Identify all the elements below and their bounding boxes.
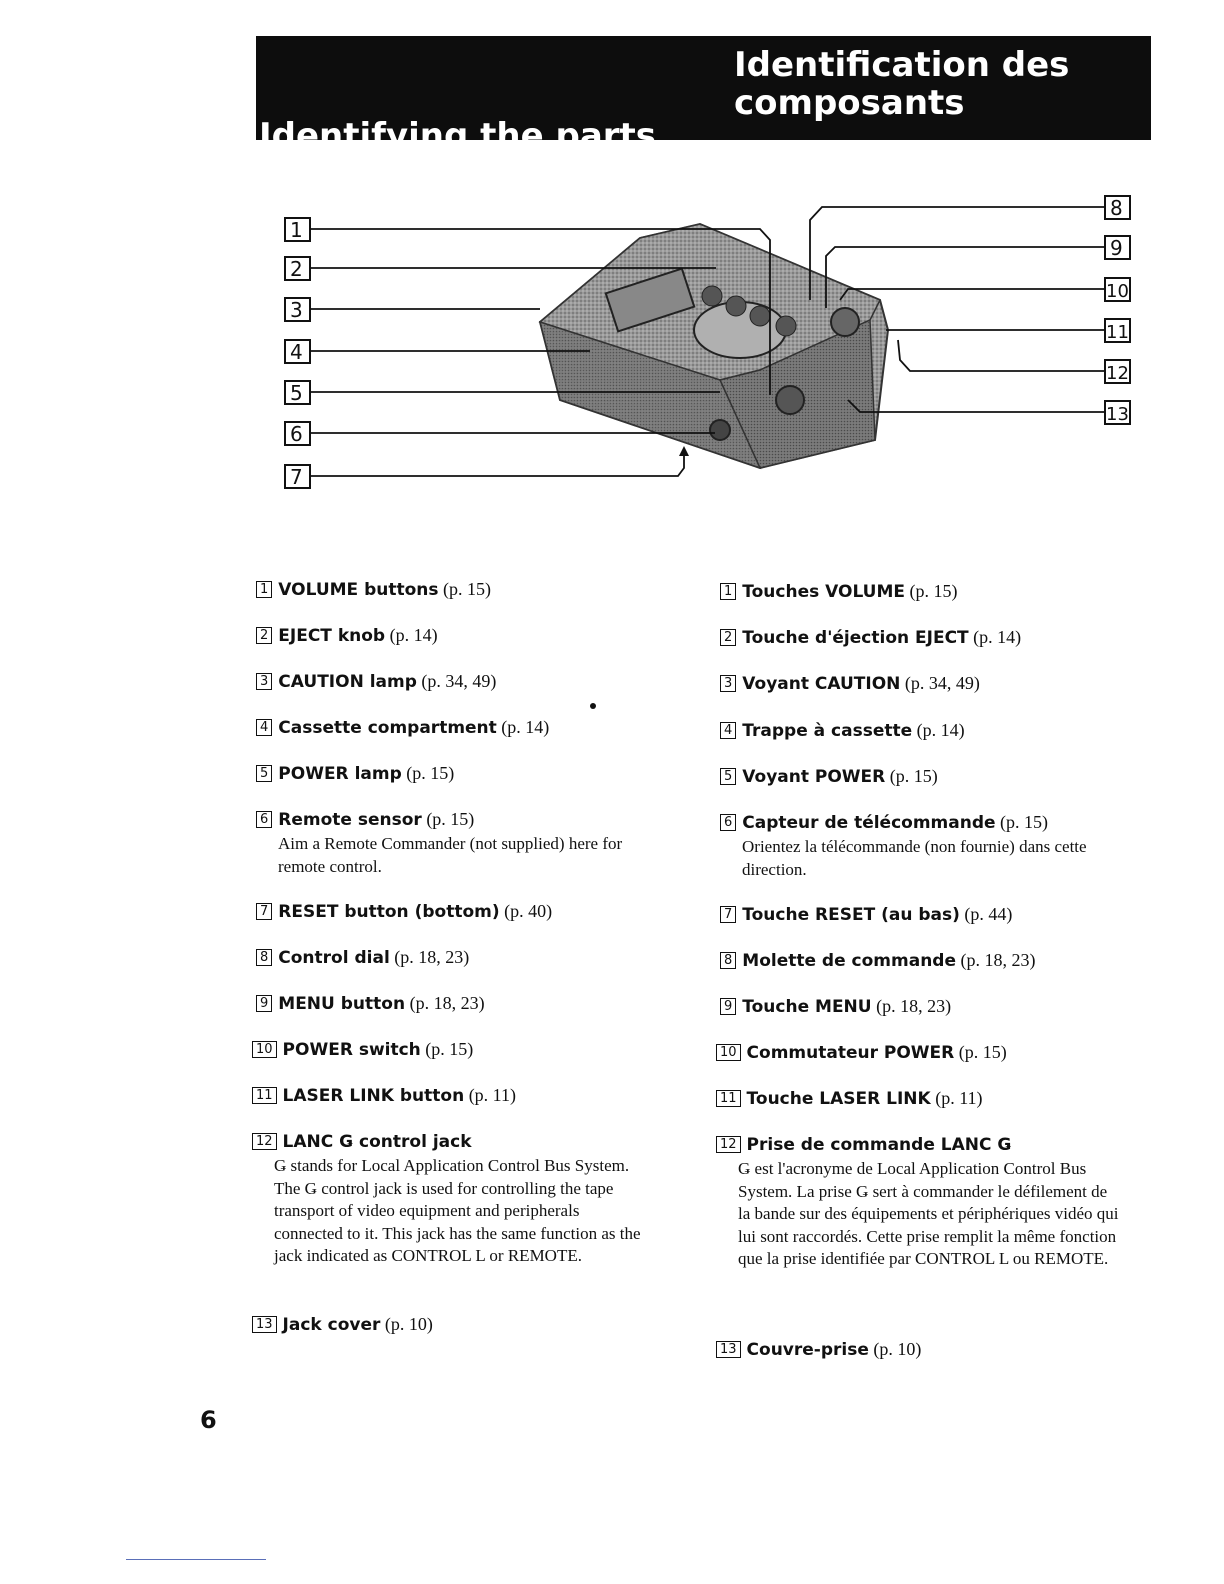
- device-illustration: [540, 224, 888, 468]
- item-page: (p. 15): [425, 1039, 474, 1059]
- item-number: 8: [720, 952, 736, 969]
- fr-item-10: [716, 1041, 1007, 1064]
- item-number: 4: [256, 719, 272, 736]
- item-label: Jack cover: [282, 1315, 381, 1335]
- item-page: (p. 15): [958, 1042, 1007, 1062]
- item-label: POWER lamp: [278, 764, 402, 784]
- callout-12: [898, 340, 1130, 384]
- item-number: 1: [256, 581, 272, 598]
- callout-4-label: 4: [290, 340, 303, 364]
- en-item-3: [256, 670, 496, 693]
- item-description: Aim a Remote Commander (not supplied) here for remote control.: [278, 834, 623, 876]
- item-page: (p. 10): [384, 1314, 433, 1334]
- item-number: 3: [720, 675, 736, 692]
- fr-item-7: [720, 903, 1012, 926]
- item-label: Touche RESET (au bas): [742, 905, 960, 925]
- item-number: 6: [720, 814, 736, 831]
- en-item-2: [256, 624, 438, 647]
- en-item-13: [252, 1313, 433, 1336]
- item-label: Control dial: [278, 948, 390, 968]
- callout-6-label: 6: [290, 422, 303, 446]
- callout-8-label: 8: [1110, 196, 1123, 220]
- item-description: Ǥ est l'acronyme de Local Application Control Bus System. La prise Ǥ sert à commander le défilement de la bande sur des équipements et périphériques vidéo qui lui sont raccordés. Cette prise remplit la même fonction que la prise identifiée par CONTROL L ou REMOTE.: [738, 1159, 1119, 1268]
- item-page: (p. 44): [964, 904, 1013, 924]
- item-description: Orientez la télécommande (non fournie) dans cette direction.: [742, 837, 1087, 879]
- item-number: 9: [720, 998, 736, 1015]
- item-label: Capteur de télécommande: [742, 813, 996, 833]
- item-number: 2: [720, 629, 736, 646]
- item-description: Ǥ stands for Local Application Control Bus System. The Ǥ control jack is used for controlling the tape transport of video equipment and peripherals connected to it. This jack has the same function as the jack indicated as CONTROL L or REMOTE.: [274, 1156, 641, 1265]
- fr-item-6: [720, 811, 1120, 881]
- item-number: 6: [256, 811, 272, 828]
- callout-3-label: 3: [290, 298, 303, 322]
- item-page: (p. 15): [443, 579, 491, 599]
- fr-item-13: [716, 1338, 921, 1361]
- callout-7: [285, 446, 689, 489]
- callout-1-label: 1: [290, 218, 303, 242]
- fr-item-4: [720, 719, 965, 742]
- callout-10-label: 10: [1106, 281, 1129, 302]
- item-label: Trappe à cassette: [742, 721, 913, 741]
- item-number: 8: [256, 949, 272, 966]
- item-label: Touches VOLUME: [742, 582, 906, 602]
- item-page: (p. 34, 49): [904, 673, 980, 693]
- item-label: Cassette compartment: [278, 718, 497, 738]
- callout-2-label: 2: [290, 257, 303, 281]
- en-item-4: [256, 716, 549, 739]
- item-number: 13: [716, 1341, 741, 1358]
- item-page: (p. 18, 23): [409, 993, 485, 1013]
- callout-11: [886, 319, 1130, 343]
- title-french-line1: Identification des: [734, 45, 1070, 85]
- en-item-1: [256, 578, 491, 601]
- item-number: 12: [252, 1133, 277, 1150]
- item-label: Voyant CAUTION: [742, 674, 901, 694]
- en-item-5: [256, 762, 454, 785]
- item-label: Couvre-prise: [746, 1340, 869, 1360]
- footer-rule: [126, 1559, 266, 1560]
- item-page: (p. 14): [501, 717, 550, 737]
- fr-item-9: [720, 995, 951, 1018]
- item-page: (p. 18, 23): [394, 947, 470, 967]
- item-number: 13: [252, 1316, 277, 1333]
- en-item-9: [256, 992, 485, 1015]
- item-page: (p. 18, 23): [960, 950, 1036, 970]
- item-page: (p. 18, 23): [876, 996, 952, 1016]
- item-label: VOLUME buttons: [278, 580, 439, 600]
- item-label: CAUTION lamp: [278, 672, 417, 692]
- fr-item-1: [720, 580, 958, 603]
- item-page: (p. 15): [406, 763, 455, 783]
- item-page: (p. 15): [909, 581, 958, 601]
- item-number: 3: [256, 673, 272, 690]
- fr-item-2: [720, 626, 1021, 649]
- callout-7-label: 7: [290, 465, 303, 489]
- item-label: Voyant POWER: [742, 767, 886, 787]
- en-item-7: [256, 900, 552, 923]
- fr-item-8: [720, 949, 1036, 972]
- item-label: Prise de commande LANC Ǥ: [746, 1135, 1012, 1155]
- item-number: 9: [256, 995, 272, 1012]
- item-label: Touche d'éjection EJECT: [742, 628, 969, 648]
- item-number: 10: [252, 1041, 277, 1058]
- item-number: 10: [716, 1044, 741, 1061]
- item-label: Touche LASER LINK: [746, 1089, 931, 1109]
- item-page: (p. 40): [504, 901, 553, 921]
- en-item-8: [256, 946, 469, 969]
- item-label: LANC Ǥ control jack: [282, 1132, 472, 1152]
- callout-8: [810, 196, 1130, 300]
- item-number: 11: [252, 1087, 277, 1104]
- item-page: (p. 10): [873, 1339, 922, 1359]
- item-number: 5: [256, 765, 272, 782]
- en-item-10: [252, 1038, 473, 1061]
- callout-10: [840, 278, 1130, 302]
- item-label: RESET button (bottom): [278, 902, 500, 922]
- callout-4: [285, 340, 590, 364]
- item-page: (p. 15): [889, 766, 938, 786]
- callout-5-label: 5: [290, 381, 303, 405]
- item-page: (p. 11): [468, 1085, 517, 1105]
- item-number: 7: [256, 903, 272, 920]
- item-number: 1: [720, 583, 736, 600]
- item-label: Molette de commande: [742, 951, 957, 971]
- callout-3: [285, 298, 540, 322]
- item-label: LASER LINK button: [282, 1086, 465, 1106]
- item-label: MENU button: [278, 994, 406, 1014]
- item-label: Commutateur POWER: [746, 1043, 955, 1063]
- fr-item-11: [716, 1087, 983, 1110]
- item-page: (p. 14): [916, 720, 965, 740]
- item-number: 11: [716, 1090, 741, 1107]
- item-number: 2: [256, 627, 272, 644]
- callout-9-label: 9: [1110, 236, 1123, 260]
- device-diagram: [0, 0, 1224, 520]
- fr-item-3: [720, 672, 980, 695]
- stray-dot: [590, 703, 596, 709]
- callout-13-label: 13: [1106, 404, 1129, 425]
- item-page: (p. 15): [426, 809, 475, 829]
- item-number: 7: [720, 906, 736, 923]
- item-number: 4: [720, 722, 736, 739]
- en-item-12: [252, 1130, 652, 1268]
- item-label: Remote sensor: [278, 810, 422, 830]
- item-label: Touche MENU: [742, 997, 872, 1017]
- fr-item-5: [720, 765, 938, 788]
- callout-11-label: 11: [1106, 322, 1129, 343]
- item-label: POWER switch: [282, 1040, 421, 1060]
- item-page: (p. 15): [1000, 812, 1049, 832]
- item-page: (p. 11): [935, 1088, 983, 1108]
- en-item-6: [256, 808, 656, 878]
- item-page: (p. 14): [389, 625, 438, 645]
- item-label: EJECT knob: [278, 626, 386, 646]
- item-page: (p. 34, 49): [421, 671, 497, 691]
- item-page: (p. 14): [973, 627, 1022, 647]
- fr-item-12: [716, 1133, 1121, 1271]
- page-number: 6: [200, 1406, 217, 1434]
- en-item-11: [252, 1084, 516, 1107]
- item-number: 12: [716, 1136, 741, 1153]
- callout-13: [848, 400, 1130, 425]
- callout-12-label: 12: [1106, 363, 1129, 384]
- item-number: 5: [720, 768, 736, 785]
- title-french-line2: composants: [734, 83, 965, 123]
- title-english: Identifying the parts: [259, 116, 657, 156]
